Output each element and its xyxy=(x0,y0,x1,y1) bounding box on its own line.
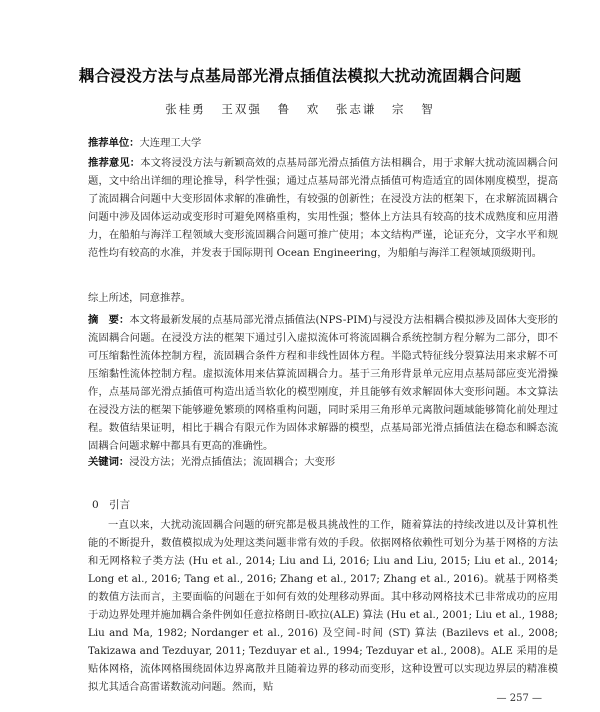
recommend-opinion-text: 本文将浸没方法与新颖高效的点基局部光滑点插值方法相耦合，用于求解大扰动流固耦合问题，文中给出详细的理论推导，科学性强；通过点基局部光滑点插值可构造适宜的固体刚度模型，提高了流固耦合问题中大变形固体求解的准确性，有较强的创新性；在浸没方法的框架下，在求解流固耦合问题中涉及固体运动或变形时可避免网格重构，实用性强；整体上方法具有较高的技术成熟度和应用潜力，在船舶与海洋工程领域大变形流固耦合问题可推广使用；本文结构严谨，论证充分，文字水平和规范性均有较高的水准，并发表于国际期刊 Ocean Engineering，为船舶与海洋工程领域顶级期刊。 xyxy=(88,157,559,259)
keywords-text: 浸没方法；光滑点插值法；流固耦合；大变形 xyxy=(129,456,336,468)
summary-paragraph: 综上所述，同意推荐。 xyxy=(88,292,191,304)
keywords-label: 关键词： xyxy=(88,456,130,468)
recommend-opinion-label: 推荐意见： xyxy=(88,157,141,169)
recommend-unit-text: 大连理工大学 xyxy=(139,137,202,149)
recommend-unit-label: 推荐单位： xyxy=(88,137,140,149)
recommend-unit xyxy=(88,134,558,152)
abstract xyxy=(88,311,558,455)
page-number: — 257 — xyxy=(496,693,542,704)
keywords xyxy=(88,453,558,471)
section-heading: 0 引言 xyxy=(92,499,131,511)
abstract-label: 摘 要： xyxy=(88,314,130,326)
intro-paragraph: 一直以来，大扰动流固耦合问题的研究都是极具挑战性的工作，随着算法的持续改进以及计算机性能的不断提升，数值模拟成为处理这类问题非常有效的手段。依据网格依赖性可划分为基于网格的方法和无网格粒子类方法 (Hu et al., 2014; Liu and Li, 2016; Liu and Liu, 2015; Liu et al., 2014; Long et al., 2016; Tang et al., 2016; Zhang et al., 2017; Zhang et al., 2016)。就基于网格类的数值方法而言，主要面临的问题在于如何有效的处理移动界面。其中移动网格技术已非常成功的应用于动边界处理并施加耦合条件例如任意拉格朗日-欧拉(ALE) 算法 (Hu et al., 2001; Liu et al., 1988; Liu and Ma, 1982; Nordanger et al., 2016) 及空间-时间 (ST) 算法 (Bazilevs et al., 2008; Takizawa and Tezduyar, 2011; Tezduyar et al., 1994; Tezduyar et al., 2008)。ALE 采用的是贴体网格，流体网格围绕固体边界离散并且随着边界的移动而变形，这种设置可以实现边界层的精准模拟尤其适合高雷诺数流动问题。然而，贴 xyxy=(88,519,558,693)
author-list: 张桂勇 王双强 鲁 欢 张志谦 宗 智 xyxy=(165,102,435,116)
recommend-opinion xyxy=(88,154,558,262)
abstract-text: 本文将最新发展的点基局部光滑点插值法(NPS-PIM)与浸没方法相耦合模拟涉及固体大变形的流固耦合问题。在浸没方法的框架下通过引入虚拟流体可将流固耦合系统控制方程分解为二部分，即不可压缩黏性流体控制方程，流固耦合条件方程和非线性固体方程。半隐式特征线分裂算法用来求解不可压缩黏性流体控制方程。虚拟流体用来估算流固耦合力。基于三角形背景单元应用点基局部应变光滑操作，点基局部光滑点插值可构造出适当软化的模型刚度，并且能够有效求解固体大变形问题。本文算法在浸没方法的框架下能够避免繁琐的网格重构问题，同时采用三角形单元离散问题域能够简化前处理过程。数值结果证明，相比于耦合有限元作为固体求解器的模型，点基局部光滑点插值法在稳态和瞬态流固耦合问题求解中都具有更高的准确性。 xyxy=(88,314,558,452)
paper-title: 耦合浸没方法与点基局部光滑点插值法模拟大扰动流固耦合问题 xyxy=(78,66,522,85)
